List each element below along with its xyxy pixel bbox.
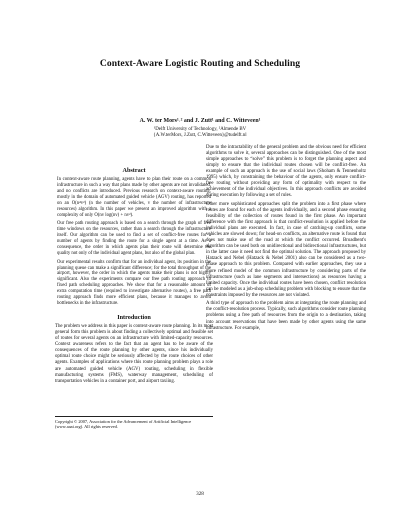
abstract-paragraph: Our experimental results confirm that for an individual agent, its position in the planning queue can make a significant difference; for the total throughput of the airport, however, the order in which the agents make their plans is not highly significant. Also the experiments compare our free path routing approach to fixed path scheduling approaches. We show that for a reasonable amount of extra computation time (required to investigate alternative routes), a free path routing approach finds more efficient plans, because it manages to avoid bottlenecks in the infrastructure. (57, 259, 211, 307)
introduction-paragraph: The problem we address in this paper is context-aware route planning. In its most general form this problem is about finding a collectively optimal and feasible set of routes for several agents on an infrastructure with limited-capacity resources. Context awareness refers to the fact that an agent has to be aware of the consequences of the route planning by other agents, since his individually optimal route choice might be seriously affected by the route choices of other agents. Examples of applications where this route planning problem plays a role are automated guided vehicle (AGV) routing, scheduling in flexible manufacturing systems (FMS), waterway management, scheduling of transportation vehicles in a container port, and airport taxiing. (55, 324, 213, 384)
abstract-section (55, 167, 213, 307)
left-column (55, 167, 213, 387)
abstract-paragraph: Our free path routing approach is based on a search through the graph of free time windows on the resources, rather than a search through the infrastructure itself. Our algorithm can be used to find a set of conflict-free routes for a number of agents by finding the route for a single agent at a time. As a consequence, the order in which agents plan their route will determine the quality not only of the individual agent plans, but also of the global plan. (57, 221, 211, 257)
affiliation-institutions: ¹Delft University of Technology, ²Almende BV (153, 127, 247, 132)
author-list: A. W. ter Mors¹˒² and J. Zutt¹ and C. Witteveen¹ (139, 118, 261, 124)
body-paragraph: Due to the intractability of the general problem and the obvious need for efficient algorithms to solve it, several approaches can be distinguished. One of the most simple approaches to “solve” this problem is to forget the planning aspect and simply to ensure that the individual routes chosen will be conflict-free. An example of such an approach is the use of social laws (Shoham & Tennenholtz 1995) which, by constraining the behaviour of the agents, only ensure conflict-free routing without providing any form of optimality with respect to the achievement of the individual objectives. In this approach conflicts are avoided during execution by following a set of rules. (206, 145, 366, 199)
paper-title: Context-Aware Logistic Routing and Scheduling (99, 58, 301, 69)
introduction-section (55, 314, 213, 384)
body-paragraph: A third type of approach to the problem aims at integrating the route planning and the conflict-resolution process. Typically, such algorithms consider route planning problems using a free path of resources from the origin to a destination, taking into account reservations that have been made by other agents using the same infrastructure. For example, (206, 301, 366, 331)
page-number: 328 (196, 491, 204, 497)
introduction-heading: Introduction (117, 314, 151, 322)
right-column (206, 145, 366, 334)
affiliation-block (0, 127, 400, 140)
affiliation-emails: {A.W.terMors, J.Zutt, C.Witteveen}@tudelft.nl (153, 133, 247, 139)
body-paragraph: Other more sophisticated approaches split the problem into a first phase where routes are found for each of the agents individually, and a second phase ensuring feasibility of the collection of routes found in the first phase. An important difference with the first approach is that conflict-resolution is applied before the individual plans are executed. In fact, in case of catching-up conflicts, some vehicles are slowed down; for head-on conflicts, an alternative route is found that does not make use of the road at which the conflict occurred. Broadbent's algorithm can be used both on unidirectional and bidirectional infrastructures, but in the latter case it need not find the optimal solution. The approach proposed by Hatzack and Nebel (Hatzack & Nebel 2001) also can be considered as a two-phase approach to this problem. Compared with earlier approaches, they use a more refined model of the common infrastructure by considering parts of the infrastructure (such as lane segments and intersections) as resources having a limited capacity. Once the individual routes have been chosen, conflict resolution can be modeled as a job-shop scheduling problem with blocking to ensure that the constraints imposed by the resources are not violated. (206, 202, 366, 298)
abstract-heading: Abstract (122, 167, 146, 174)
abstract-paragraph: In context-aware route planning, agents have to plan their route on a common infrastructure in such a way that plans made by other agents are not invalidated, and no conflicts are introduced. Previous research on context-aware routing, mostly in the domain of automated guided vehicle (AGV) routing, has reported on an O(n⁴v²) (n the number of vehicles, v the number of infrastructure resources) algorithm. In this paper we present an improved algorithm with a complexity of only O(nv log(nv) + nv²). (57, 177, 211, 218)
copyright-notice: Copyright © 2007, Association for the Advancement of Artificial Intelligence (www.aaai.org). All rights reserved. (55, 416, 213, 430)
